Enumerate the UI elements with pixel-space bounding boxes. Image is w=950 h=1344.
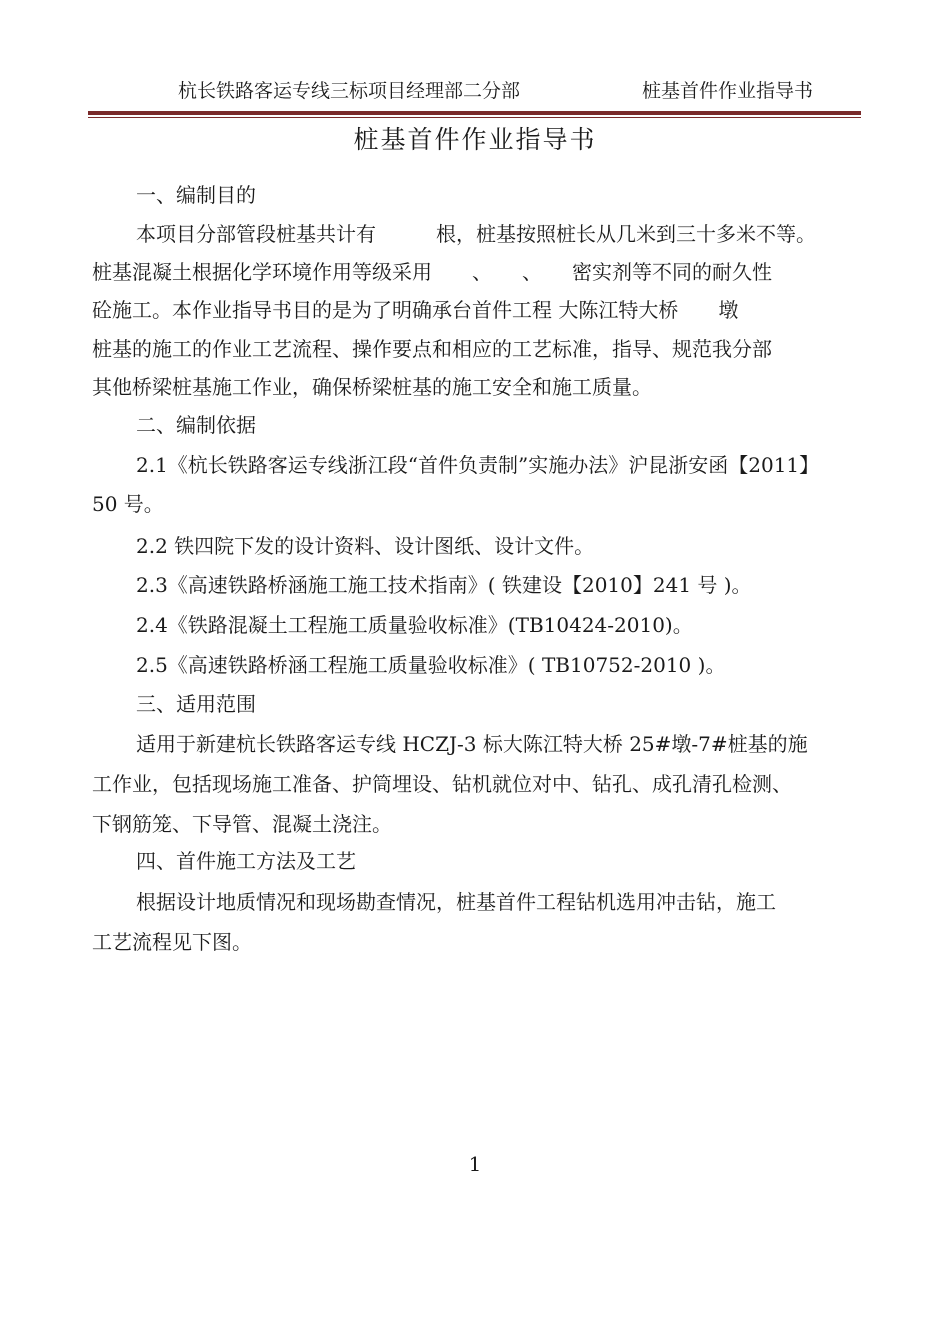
header-rule-thin [88, 117, 861, 118]
header-rule-thick [88, 111, 861, 115]
header-document-name: 桩基首件作业指导书 [642, 80, 814, 102]
reference-item: 2.1《杭长铁路客运专线浙江段“首件负责制”实施办法》沪昆浙安函【2011】 [136, 453, 820, 477]
paragraph-line: 砼施工。本作业指导书目的是为了明确承台首件工程 大陈江特大桥 墩 [92, 298, 739, 322]
section-heading-basis: 二、编制依据 [136, 413, 256, 437]
reference-item-continued: 50 号。 [92, 492, 164, 516]
paragraph-line: 下钢筋笼、下导管、混凝土浇注。 [92, 812, 392, 836]
paragraph-line: 工作业，包括现场施工准备、护筒埋设、钻机就位对中、钻孔、成孔清孔检测、 [92, 772, 792, 796]
document-title: 桩基首件作业指导书 [353, 125, 597, 154]
section-heading-purpose: 一、编制目的 [136, 183, 256, 207]
paragraph-line: 其他桥梁桩基施工作业，确保桥梁桩基的施工安全和施工质量。 [92, 375, 652, 399]
section-heading-method: 四、首件施工方法及工艺 [136, 849, 356, 873]
reference-item: 2.2 铁四院下发的设计资料、设计图纸、设计文件。 [136, 534, 595, 558]
paragraph-line: 工艺流程见下图。 [92, 930, 252, 954]
reference-item: 2.3《高速铁路桥涵施工施工技术指南》( 铁建设【2010】241 号 )。 [136, 573, 752, 597]
header-project-name: 杭长铁路客运专线三标项目经理部二分部 [178, 80, 521, 102]
reference-item: 2.4《铁路混凝土工程施工质量验收标准》(TB10424-2010)。 [136, 613, 693, 637]
paragraph-line: 根据设计地质情况和现场勘查情况，桩基首件工程钻机选用冲击钻，施工 [136, 890, 776, 914]
paragraph-line: 本项目分部管段桩基共计有 根，桩基按照桩长从几米到三十多米不等。 [136, 222, 816, 246]
section-heading-scope: 三、适用范围 [136, 692, 256, 716]
page-header [0, 74, 950, 106]
paragraph-line: 适用于新建杭长铁路客运专线 HCZJ-3 标大陈江特大桥 25#墩-7#桩基的施 [136, 732, 808, 756]
paragraph-line: 桩基混凝土根据化学环境作用等级采用 、 、 密实剂等不同的耐久性 [92, 260, 772, 284]
paragraph-line: 桩基的施工的作业工艺流程、操作要点和相应的工艺标准，指导、规范我分部 [92, 337, 772, 361]
reference-item: 2.5《高速铁路桥涵工程施工质量验收标准》( TB10752-2010 )。 [136, 653, 726, 677]
page-number: 1 [468, 1152, 482, 1176]
